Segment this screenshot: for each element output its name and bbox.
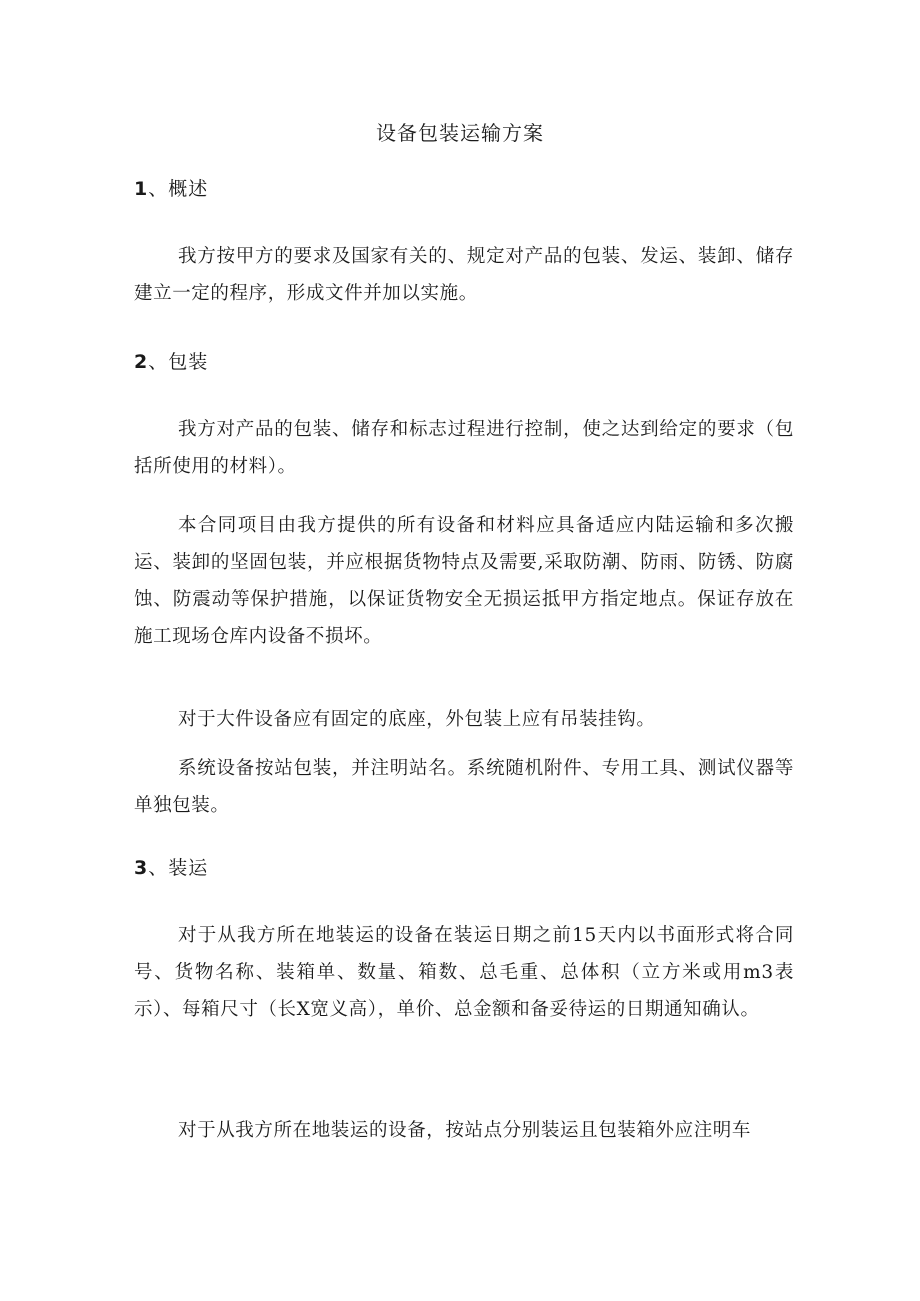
section-title: 、概述 — [148, 178, 209, 200]
paragraph: 我方按甲方的要求及国家有关的、规定对产品的包装、发运、装卸、储存建立一定的程序，形成文件并加以实施。 — [134, 246, 794, 304]
section-heading-shipping — [134, 854, 208, 882]
section-title: 、装运 — [148, 857, 209, 879]
paragraph: 对于从我方所在地装运的设备，按站点分别装运且包装箱外应注明车 — [178, 1120, 752, 1141]
paragraph: 我方对产品的包装、储存和标志过程进行控制，使之达到给定的要求（包括所使用的材料）。 — [134, 419, 794, 477]
section-title: 、包装 — [148, 351, 209, 373]
section-number: 3 — [134, 857, 149, 879]
section-number: 2 — [134, 351, 149, 373]
paragraph: 本合同项目由我方提供的所有设备和材料应具备适应内陆运输和多次搬运、装卸的坚固包装，并应根据货物特点及需要,采取防潮、防雨、防锈、防腐蚀、防震动等保护措施，以保证货物安全无损运抵甲方指定地点。保证存放在施工现场仓库内设备不损坏。 — [134, 515, 794, 647]
paragraph: 对于大件设备应有固定的底座，外包装上应有吊装挂钩。 — [178, 709, 656, 730]
paragraph: 对于从我方所在地装运的设备在装运日期之前15天内以书面形式将合同号、货物名称、装箱单、数量、箱数、总毛重、总体积（立方米或用m3表示）、每箱尺寸（长X宽义高），单价、总金额和备妥待运的日期通知确认。 — [134, 925, 794, 1020]
section-heading-overview — [134, 175, 208, 203]
paragraph: 系统设备按站包装，并注明站名。系统随机附件、专用工具、测试仪器等单独包装。 — [134, 758, 794, 816]
section-number: 1 — [134, 178, 149, 200]
page-title: 设备包装运输方案 — [376, 121, 544, 145]
section-heading-packaging — [134, 348, 208, 376]
